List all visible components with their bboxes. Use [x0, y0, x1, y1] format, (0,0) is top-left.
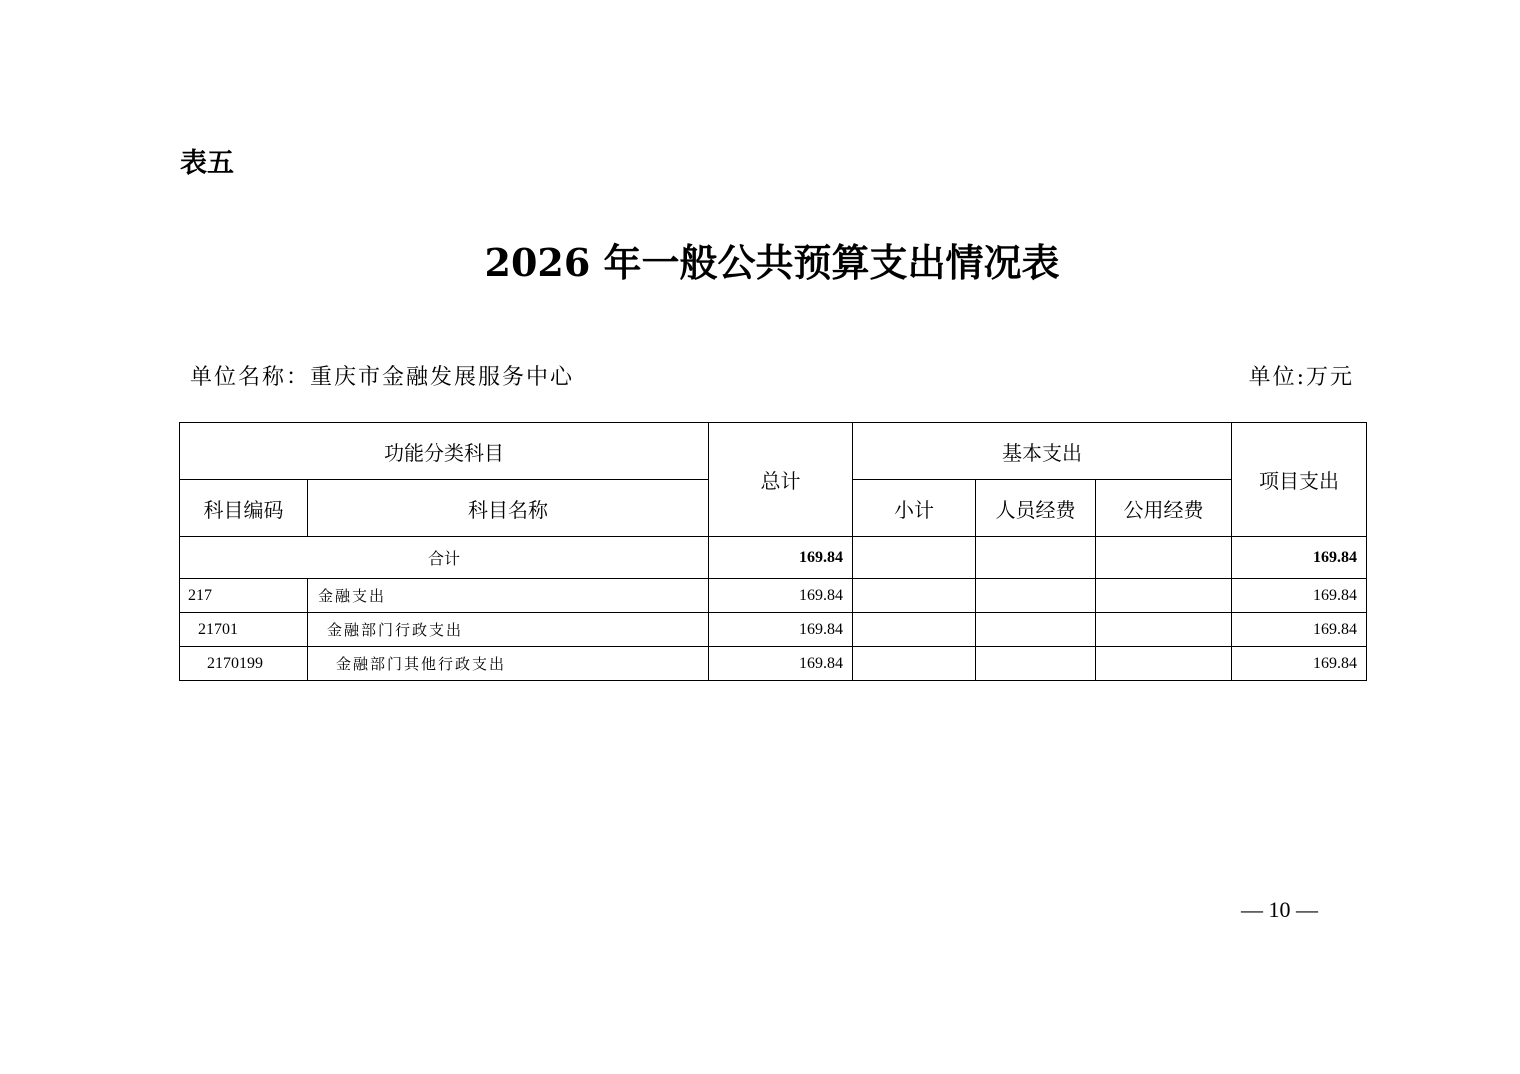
row-total: 169.84	[709, 647, 853, 681]
row-personnel	[976, 613, 1096, 647]
unit-name: 单位名称：重庆市金融发展服务中心	[190, 365, 575, 390]
row-project: 169.84	[1232, 579, 1367, 613]
row-public	[1096, 613, 1232, 647]
row-personnel	[976, 647, 1096, 681]
row-subtotal	[853, 579, 976, 613]
row-project: 169.84	[1232, 613, 1367, 647]
subject-name: 金融部门行政支出	[308, 613, 709, 647]
header-row-1	[180, 423, 1367, 480]
total-personnel	[976, 537, 1096, 579]
header-project-expense: 项目支出	[1232, 423, 1367, 537]
row-personnel	[976, 579, 1096, 613]
document-title: 2026 年一般公共预算支出情况表	[484, 240, 1060, 285]
row-project: 169.84	[1232, 647, 1367, 681]
page-tag: 表五	[180, 148, 234, 179]
header-public: 公用经费	[1096, 480, 1232, 537]
header-total: 总计	[709, 423, 853, 537]
subject-name: 金融支出	[308, 579, 709, 613]
total-project: 169.84	[1232, 537, 1367, 579]
row-public	[1096, 579, 1232, 613]
header-personnel: 人员经费	[976, 480, 1096, 537]
header-subject-code: 科目编码	[180, 480, 308, 537]
budget-table	[179, 422, 1367, 681]
subject-code: 21701	[180, 613, 308, 647]
row-total: 169.84	[709, 579, 853, 613]
total-subtotal	[853, 537, 976, 579]
subject-code: 2170199	[180, 647, 308, 681]
total-public	[1096, 537, 1232, 579]
unit-label: 单位:万元	[1248, 365, 1354, 390]
table-row	[180, 647, 1367, 681]
total-label: 合计	[180, 537, 709, 579]
table-row	[180, 579, 1367, 613]
total-amount: 169.84	[709, 537, 853, 579]
subject-code: 217	[180, 579, 308, 613]
header-basic-expense: 基本支出	[853, 423, 1232, 480]
header-subject-name: 科目名称	[308, 480, 709, 537]
total-row	[180, 537, 1367, 579]
page-number: — 10 —	[1241, 897, 1318, 922]
header-subtotal: 小计	[853, 480, 976, 537]
row-subtotal	[853, 647, 976, 681]
row-public	[1096, 647, 1232, 681]
subject-name: 金融部门其他行政支出	[308, 647, 709, 681]
row-total: 169.84	[709, 613, 853, 647]
row-subtotal	[853, 613, 976, 647]
header-func-category: 功能分类科目	[180, 423, 709, 480]
table-row	[180, 613, 1367, 647]
